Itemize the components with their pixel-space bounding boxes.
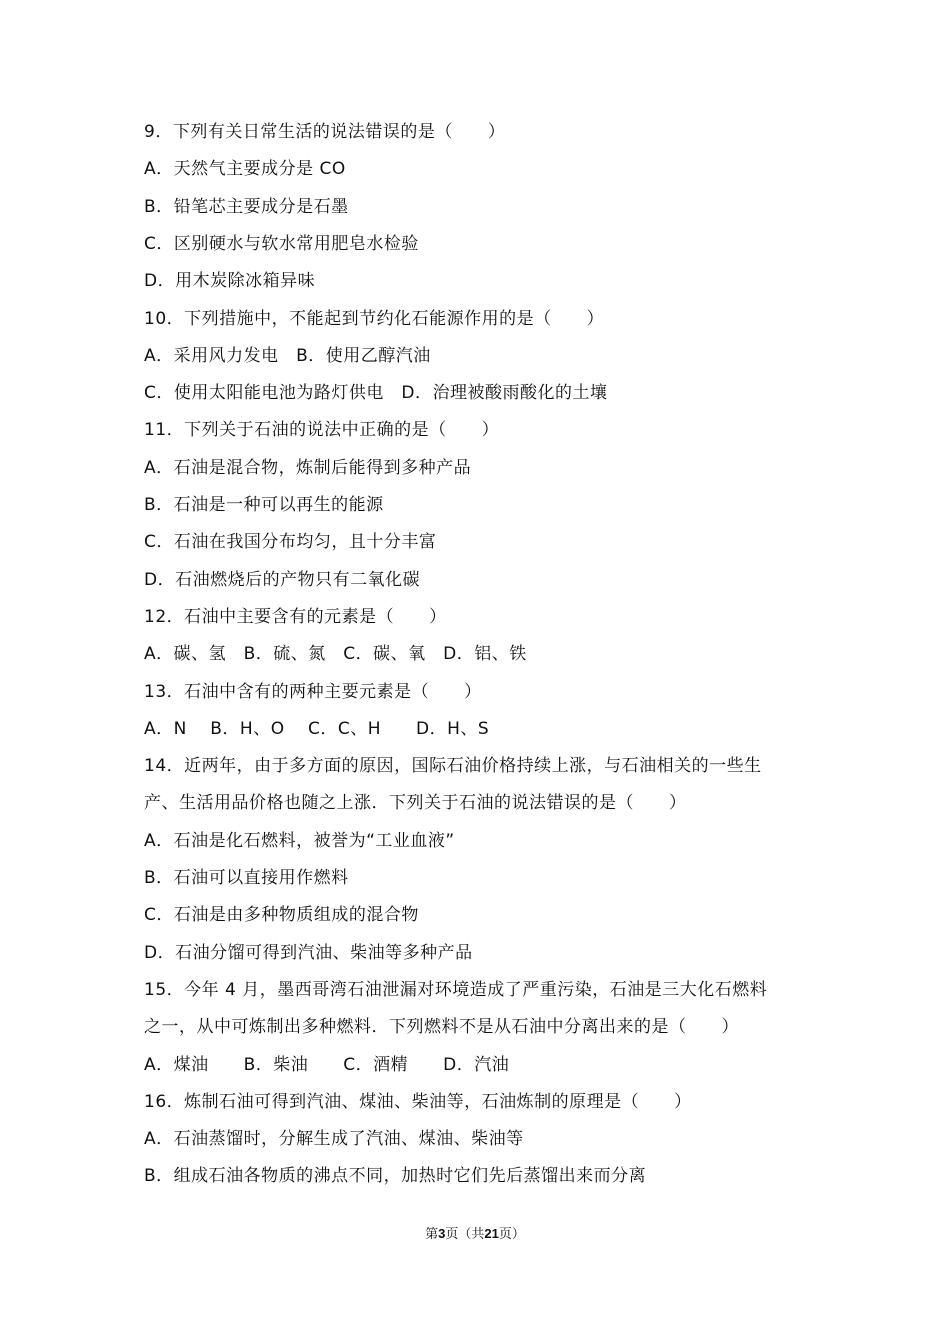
- answer-option: D．用木炭除冰箱异味: [144, 271, 316, 291]
- answer-option: A．天然气主要成分是 CO: [144, 159, 346, 179]
- answer-option: A．碳、氢 B．硫、氮 C．碳、氧 D．铝、铁: [144, 644, 527, 664]
- footer-total-pages: 21: [484, 1226, 499, 1241]
- question-stem: 11．下列关于石油的说法中正确的是（ ）: [144, 420, 500, 440]
- answer-option: A．煤油 B．柴油 C．酒精 D．汽油: [144, 1055, 510, 1075]
- question-stem: 产、生活用品价格也随之上涨．下列关于石油的说法错误的是（ ）: [144, 793, 687, 813]
- answer-option: C．石油是由多种物质组成的混合物: [144, 905, 419, 925]
- question-stem: 10．下列措施中，不能起到节约化石能源作用的是（ ）: [144, 309, 605, 329]
- page-footer: [0, 1225, 950, 1244]
- question-stem: 15．今年 4 月，墨西哥湾石油泄漏对环境造成了严重污染，石油是三大化石燃料: [144, 980, 768, 1000]
- answer-option: B．石油是一种可以再生的能源: [144, 495, 384, 515]
- answer-option: C．区别硬水与软水常用肥皂水检验: [144, 234, 419, 254]
- answer-option: A．N B．H、O C．C、H D．H、S: [144, 719, 490, 739]
- answer-option: A．采用风力发电 B．使用乙醇汽油: [144, 346, 431, 366]
- answer-option: D．石油分馏可得到汽油、柴油等多种产品: [144, 943, 473, 963]
- footer-prefix: 第: [425, 1227, 439, 1242]
- question-stem: 16．炼制石油可得到汽油、煤油、柴油等，石油炼制的原理是（ ）: [144, 1092, 692, 1112]
- footer-mid: 页（共: [445, 1227, 485, 1242]
- answer-option: A．石油蒸馏时，分解生成了汽油、煤油、柴油等: [144, 1129, 524, 1149]
- question-stem: 9．下列有关日常生活的说法错误的是（ ）: [144, 122, 506, 142]
- footer-page-number: 3: [438, 1226, 446, 1241]
- answer-option: C．石油在我国分布均匀，且十分丰富: [144, 532, 437, 552]
- footer-suffix: 页）: [498, 1227, 525, 1242]
- answer-option: B．铅笔芯主要成分是石墨: [144, 197, 349, 217]
- answer-option: A．石油是化石燃料，被誉为“工业血液”: [144, 831, 455, 851]
- answer-option: B．石油可以直接用作燃料: [144, 868, 349, 888]
- question-stem: 14．近两年，由于多方面的原因，国际石油价格持续上涨，与石油相关的一些生: [144, 756, 762, 776]
- answer-option: D．石油燃烧后的产物只有二氧化碳: [144, 570, 421, 590]
- question-stem: 12．石油中主要含有的元素是（ ）: [144, 607, 447, 627]
- question-stem: 13．石油中含有的两种主要元素是（ ）: [144, 682, 482, 702]
- answer-option: C．使用太阳能电池为路灯供电 D．治理被酸雨酸化的土壤: [144, 383, 608, 403]
- question-stem: 之一，从中可炼制出多种燃料．下列燃料不是从石油中分离出来的是（ ）: [144, 1017, 739, 1037]
- answer-option: A．石油是混合物，炼制后能得到多种产品: [144, 458, 472, 478]
- answer-option: B．组成石油各物质的沸点不同，加热时它们先后蒸馏出来而分离: [144, 1166, 647, 1186]
